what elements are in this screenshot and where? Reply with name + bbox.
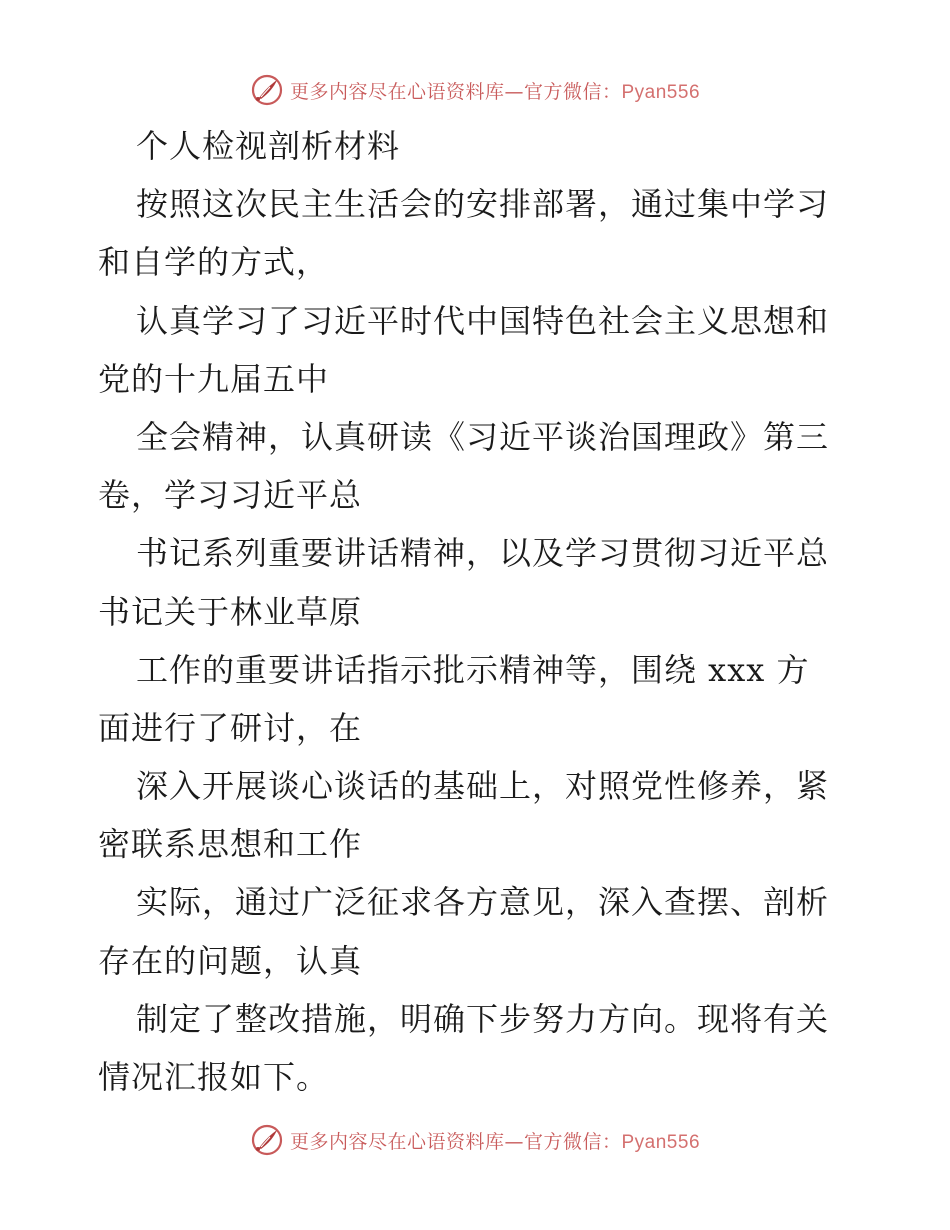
doc-line: 情况汇报如下。 bbox=[98, 1058, 330, 1096]
doc-line: 实际，通过广泛征求各方意见，深入查摆、剖析 bbox=[136, 883, 830, 922]
doc-line: 制定了整改措施，明确下步努力方向。现将有关 bbox=[136, 999, 830, 1038]
document-body bbox=[98, 117, 858, 1106]
doc-line: 个人检视剖析材料 bbox=[136, 127, 401, 165]
doc-line: 深入开展谈心谈话的基础上，对照党性修养，紧 bbox=[136, 767, 830, 806]
doc-line: 工作的重要讲话指示批示精神等，围绕 xxx 方 bbox=[136, 650, 810, 689]
wechat-id: Pyan556 bbox=[621, 1131, 701, 1153]
watermark-text bbox=[290, 77, 700, 104]
doc-line: 卷，学习习近平总 bbox=[98, 476, 363, 515]
doc-line: 认真学习了习近平时代中国特色社会主义思想和 bbox=[136, 301, 830, 340]
doc-line: 按照这次民主生活会的安排部署，通过集中学习 bbox=[136, 185, 830, 224]
doc-line: 书记关于林业草原 bbox=[98, 592, 363, 631]
doc-line: 和自学的方式， bbox=[98, 243, 330, 282]
doc-line: 存在的问题，认真 bbox=[98, 941, 363, 980]
feather-pen-logo-icon bbox=[250, 73, 284, 107]
doc-line: 党的十九届五中 bbox=[98, 359, 330, 398]
watermark-label: 更多内容尽在心语资料库—官方微信： bbox=[289, 1130, 622, 1153]
watermark-label: 更多内容尽在心语资料库—官方微信： bbox=[289, 80, 622, 103]
wechat-id: Pyan556 bbox=[621, 81, 701, 103]
doc-line: 密联系思想和工作 bbox=[98, 825, 363, 864]
footer-watermark bbox=[0, 1120, 950, 1160]
feather-pen-logo-icon bbox=[250, 1123, 284, 1157]
doc-line: 全会精神，认真研读《习近平谈治国理政》第三 bbox=[136, 417, 830, 456]
doc-line: 面进行了研讨，在 bbox=[98, 708, 363, 747]
header-watermark bbox=[0, 70, 950, 110]
watermark-text bbox=[290, 1127, 700, 1154]
doc-line: 书记系列重要讲话精神，以及学习贯彻习近平总 bbox=[136, 534, 830, 573]
